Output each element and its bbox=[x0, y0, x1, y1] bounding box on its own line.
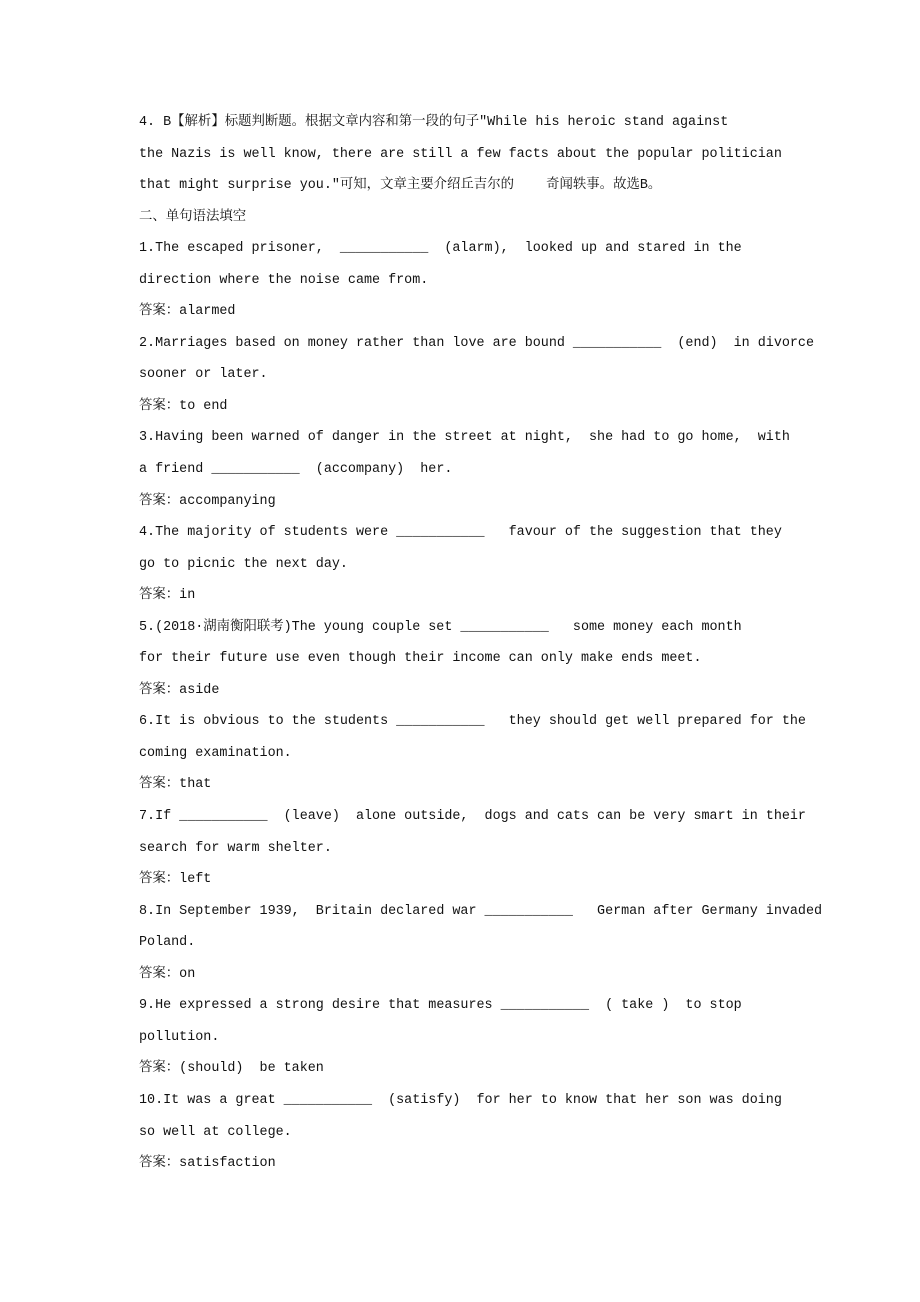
question-item bbox=[139, 517, 839, 612]
question-text-line: for their future use even though their income can only make ends meet. bbox=[139, 651, 702, 667]
question-text-line: coming examination. bbox=[139, 745, 292, 761]
intro-line: that might surprise you."可知，文章主要介绍丘吉尔的 奇闻轶事。故选B。 bbox=[139, 178, 662, 194]
question-text-line: pollution. bbox=[139, 1029, 220, 1045]
question-text-line: a friend ___________ (accompany) her. bbox=[139, 462, 453, 478]
answer-line: 答案：satisfaction bbox=[139, 1156, 276, 1172]
question-text-line: 4.The majority of students were ___________ favour of the suggestion that they bbox=[139, 525, 782, 541]
question-text-line: sooner or later. bbox=[139, 367, 268, 383]
answer-line: 答案：alarmed bbox=[139, 304, 236, 320]
question-text-line: search for warm shelter. bbox=[139, 840, 332, 856]
answer-line: 答案：that bbox=[139, 777, 212, 793]
question-text-line: 1.The escaped prisoner, ___________ (alarm), looked up and stared in the bbox=[139, 241, 742, 257]
question-text-line: direction where the noise came from. bbox=[139, 272, 429, 288]
question-item bbox=[139, 1085, 839, 1180]
answer-line: 答案：left bbox=[139, 872, 212, 888]
question-text-line: so well at college. bbox=[139, 1124, 292, 1140]
question-item bbox=[139, 801, 839, 896]
answer-line: 答案：on bbox=[139, 966, 196, 982]
question-text-line: 9.He expressed a strong desire that measures ___________ ( take ) to stop bbox=[139, 998, 742, 1014]
answer-line: 答案：(should) be taken bbox=[139, 1061, 324, 1077]
question-item bbox=[139, 990, 839, 1085]
section-heading: 二、单句语法填空 bbox=[139, 209, 247, 225]
question-text-line: Poland. bbox=[139, 935, 196, 951]
question-text-line: 10.It was a great ___________ (satisfy) for her to know that her son was doing bbox=[139, 1092, 782, 1108]
question-text-line: 7.If ___________ (leave) alone outside, dogs and cats can be very smart in their bbox=[139, 809, 806, 825]
answer-line: 答案：to end bbox=[139, 398, 228, 414]
intro-line: the Nazis is well know, there are still a few facts about the popular politician bbox=[139, 146, 782, 162]
question-text-line: 8.In September 1939, Britain declared war ___________ German after Germany invaded bbox=[139, 903, 823, 919]
question-item bbox=[139, 328, 839, 423]
question-item bbox=[139, 896, 839, 991]
intro-line: 4. B【解析】标题判断题。根据文章内容和第一段的句子"While his heroic stand against bbox=[139, 115, 729, 130]
question-text-line: 2.Marriages based on money rather than love are bound ___________ (end) in divorce bbox=[139, 335, 814, 351]
answer-line: 答案：accompanying bbox=[139, 493, 276, 509]
document-page bbox=[139, 107, 839, 1180]
answer-line: 答案：in bbox=[139, 588, 196, 604]
question-text-line: 5.(2018·湖南衡阳联考)The young couple set ___________ some money each month bbox=[139, 619, 742, 635]
question-item bbox=[139, 422, 839, 517]
question-text-line: 3.Having been warned of danger in the street at night, she had to go home, with bbox=[139, 430, 790, 446]
question-item bbox=[139, 706, 839, 801]
question-item bbox=[139, 612, 839, 707]
question-text-line: 6.It is obvious to the students ___________ they should get well prepared for the bbox=[139, 714, 806, 730]
question-list bbox=[139, 233, 839, 1179]
answer-line: 答案：aside bbox=[139, 682, 220, 698]
question-item bbox=[139, 233, 839, 328]
question-text-line: go to picnic the next day. bbox=[139, 556, 348, 572]
